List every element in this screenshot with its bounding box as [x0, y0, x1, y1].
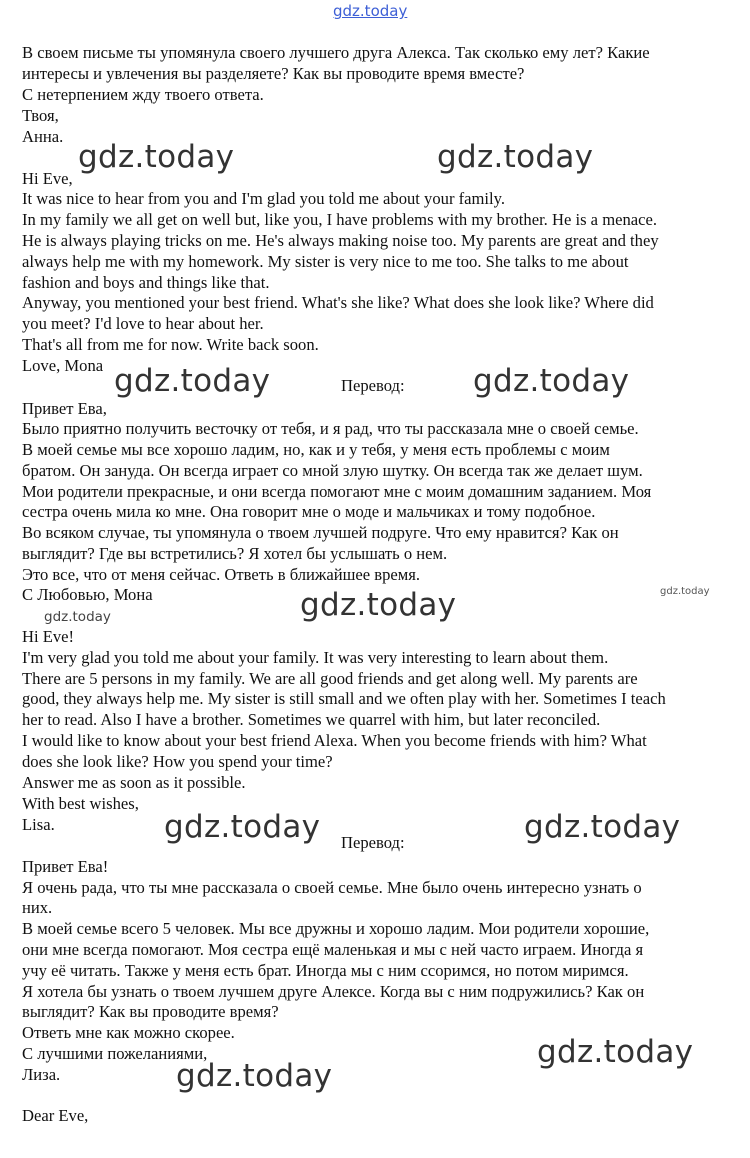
mona-ru-line: Мои родители прекрасные, и они всегда помогают мне с моим домашним заданием. Моя [22, 482, 652, 501]
lisa-en-line: There are 5 persons in my family. We are all good friends and get along well. My parents are [22, 669, 638, 688]
anna-line-4: Твоя, [22, 106, 59, 125]
watermark-text: gdz.today [164, 809, 321, 845]
watermark-text: gdz.today [473, 363, 630, 399]
watermark-text: gdz.today [437, 139, 594, 175]
mona-ru-line: Это все, что от меня сейчас. Ответь в ближайшее время. [22, 565, 421, 584]
anna-line-3: С нетерпением жду твоего ответа. [22, 85, 264, 104]
mona-en-line: He is always playing tricks on me. He's always making noise too. My parents are great and they [22, 231, 659, 250]
mona-en-line: fashion and boys and things like that. [22, 273, 270, 292]
mona-ru-line: сестра очень мила ко мне. Она говорит мне о моде и мальчиках и тому подобное. [22, 502, 596, 521]
watermark-text: gdz.today [524, 809, 681, 845]
lisa-ru-line: Я очень рада, что ты мне рассказала о своей семье. Мне было очень интересно узнать о [22, 878, 642, 897]
lisa-ru-line: Ответь мне как можно скорее. [22, 1023, 235, 1042]
lisa-ru-greeting: Привет Ева! [22, 857, 109, 876]
watermark-small: gdz.today [660, 586, 710, 597]
lisa-en-line: Answer me as soon as it possible. [22, 773, 246, 792]
anna-signature: Анна. [22, 127, 64, 146]
lisa-ru-line: учу её читать. Также у меня есть брат. Иногда мы с ним ссоримся, но потом миримся. [22, 961, 629, 980]
watermark-text: gdz.today [537, 1034, 694, 1070]
lisa-en-line: I would like to know about your best friend Alexa. When you become friends with him? What [22, 731, 647, 750]
lisa-en-line: does she look like? How you spend your time? [22, 752, 333, 771]
mona-ru-line: братом. Он зануда. Он всегда играет со мной злую шутку. Он всегда так же делает шум. [22, 461, 643, 480]
mona-en-signature: Love, Mona [22, 356, 104, 375]
lisa-ru-line: них. [22, 898, 53, 917]
mona-ru-line: В моей семье мы все хорошо ладим, но, как и у тебя, у меня есть проблемы с моим [22, 440, 610, 459]
lisa-ru-line: выглядит? Как вы проводите время? [22, 1002, 279, 1021]
lisa-ru-line: Я хотела бы узнать о твоем лучшем друге Алексе. Когда вы с ним подружились? Как он [22, 982, 645, 1001]
mona-ru-signature: С Любовью, Мона [22, 585, 153, 604]
watermark-text: gdz.today [114, 363, 271, 399]
lisa-en-line: her to read. Also I have a brother. Sometimes we quarrel with him, but later reconciled. [22, 710, 601, 729]
lisa-en-signature: Lisa. [22, 815, 55, 834]
anna-line-1: В своем письме ты упомянула своего лучшего друга Алекса. Так сколько ему лет? Какие [22, 43, 650, 62]
mona-ru-line: Во всяком случае, ты упомянула о твоем лучшей подруге. Что ему нравится? Как он [22, 523, 619, 542]
mona-en-line: you meet? I'd love to hear about her. [22, 314, 264, 333]
watermark-text: gdz.today [176, 1058, 333, 1094]
mona-en-line: Anyway, you mentioned your best friend. What's she like? What does she look like? Where did [22, 293, 654, 312]
next-letter-greeting: Dear Eve, [22, 1106, 89, 1125]
lisa-ru-signature: Лиза. [22, 1065, 61, 1084]
watermark-text: gdz.today [300, 587, 457, 623]
anna-line-2: интересы и увлечения вы разделяете? Как вы проводите время вместе? [22, 64, 525, 83]
mona-en-line: It was nice to hear from you and I'm glad you told me about your family. [22, 189, 506, 208]
mona-en-line: That's all from me for now. Write back soon. [22, 335, 319, 354]
lisa-en-line: I'm very glad you told me about your family. It was very interesting to learn about them. [22, 648, 609, 667]
translation-label: Перевод: [341, 376, 405, 395]
mona-en-line: In my family we all get on well but, like you, I have problems with my brother. He is a menace. [22, 210, 658, 229]
mona-ru-line: выглядит? Где вы встретились? Я хотел бы услышать о нем. [22, 544, 448, 563]
lisa-ru-line: они мне всегда помогают. Моя сестра ещё маленькая и мы с ней часто играем. Иногда я [22, 940, 644, 959]
lisa-ru-line: С лучшими пожеланиями, [22, 1044, 208, 1063]
mona-en-greeting: Hi Eve, [22, 169, 73, 188]
mona-ru-greeting: Привет Ева, [22, 399, 107, 418]
lisa-en-greeting: Hi Eve! [22, 627, 75, 646]
mona-ru-line: Было приятно получить весточку от тебя, и я рад, что ты рассказала мне о своей семье. [22, 419, 639, 438]
lisa-ru-line: В моей семье всего 5 человек. Мы все дружны и хорошо ладим. Мои родители хорошие, [22, 919, 650, 938]
mona-en-line: always help me with my homework. My sister is very nice to me too. She talks to me about [22, 252, 629, 271]
watermark-small: gdz.today [44, 609, 111, 625]
watermark-text: gdz.today [78, 139, 235, 175]
lisa-en-line: With best wishes, [22, 794, 139, 813]
watermark-top-link[interactable]: gdz.today [333, 2, 408, 20]
lisa-en-line: good, they always help me. My sister is still small and we often play with her. Sometimes I teach [22, 689, 666, 708]
translation-label: Перевод: [341, 833, 405, 852]
